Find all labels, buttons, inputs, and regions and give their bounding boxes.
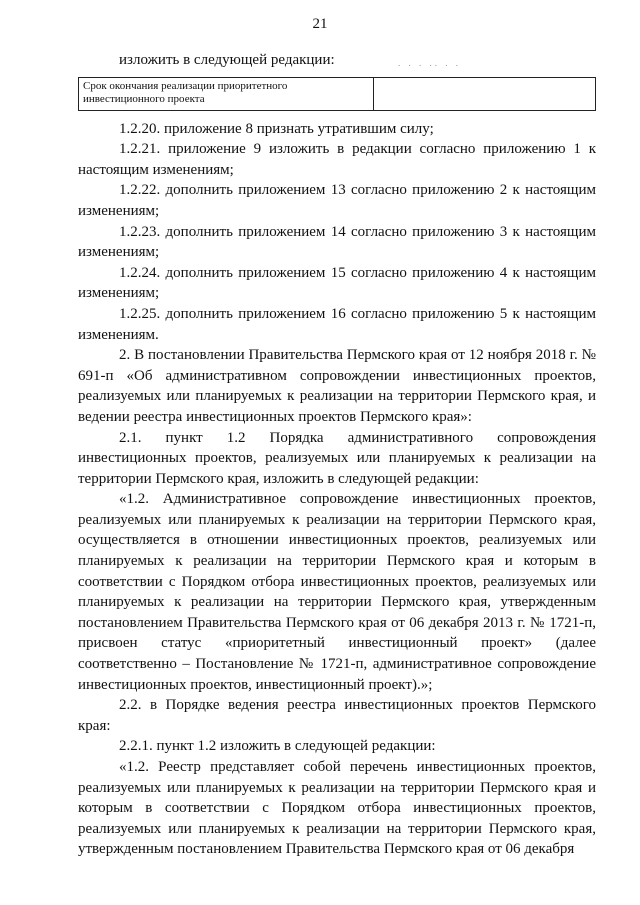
paragraph: 1.2.25. дополнить приложением 16 согласно приложению 5 к настоящим изменениям. bbox=[78, 305, 596, 343]
document-body bbox=[78, 50, 596, 860]
deadline-table bbox=[78, 77, 596, 111]
paragraph: «1.2. Административное сопровождение инвестиционных проектов, реализуемых или планируемых к реализации на территории Пермского края, осуществляется в отношении инвестиционных проектов, реализуемых или планируемых к реализации на территории Пермского края и которым в соответствии с Порядком отбора инвестиционных проектов, реализуемых или планируемых к реализации на территории Пермского края, утвержденным постановлением Правительства Пермского края от 06 декабря 2013 г. № 1721-п, присвоен статус «приоритетный инвестиционный проект» (далее соответственно – Постановление № 1721-п, административное сопровождение инвестиционных проектов, инвестиционный проект).»; bbox=[78, 491, 596, 693]
paragraph: 2.1. пункт 1.2 Порядка административного сопровождения инвестиционных проектов, реализуемых или планируемых к реализации на территории Пермского края, изложить в следующей редакции: bbox=[78, 429, 596, 487]
intro-line: изложить в следующей редакции: bbox=[119, 52, 335, 68]
paragraph: 2.2. в Порядке ведения реестра инвестиционных проектов Пермского края: bbox=[78, 697, 596, 734]
table-cell bbox=[374, 77, 596, 110]
table-row bbox=[79, 77, 596, 110]
table-cell: Срок окончания реализации приоритетного инвестиционного проекта bbox=[79, 77, 374, 110]
paragraph: 1.2.21. приложение 9 изложить в редакции согласно приложению 1 к настоящим изменениям; bbox=[78, 141, 596, 178]
paragraph: 1.2.22. дополнить приложением 13 согласно приложению 2 к настоящим изменениям; bbox=[78, 182, 596, 219]
paragraph: 1.2.20. приложение 8 признать утратившим силу; bbox=[119, 120, 434, 137]
paragraph: 2. В постановлении Правительства Пермского края от 12 ноября 2018 г. № 691-п «Об административном сопровождении инвестиционных проектов, реализуемых или планируемых к реализации на территории Пермского края, и ведении реестра инвестиционных проектов Пермского края»: bbox=[78, 347, 596, 425]
paragraph: 1.2.23. дополнить приложением 14 согласно приложению 3 к настоящим изменениям; bbox=[78, 223, 596, 261]
paragraph: «1.2. Реестр представляет собой перечень инвестиционных проектов, реализуемых или планируемых к реализации на территории Пермского края и которым в соответствии с Порядком отбора инвестиционных проектов, реализуемых или планируемых к реализации на территории Пермского края, утвержденным постановлением Правительства Пермского края от 06 декабря bbox=[78, 759, 596, 858]
paragraph: 1.2.24. дополнить приложением 15 согласно приложению 4 к настоящим изменениям; bbox=[78, 264, 596, 302]
paragraph: 2.2.1. пункт 1.2 изложить в следующей редакции: bbox=[119, 738, 436, 755]
scan-artifact: . . . .. . . bbox=[398, 58, 461, 68]
page-number: 21 bbox=[312, 16, 328, 32]
